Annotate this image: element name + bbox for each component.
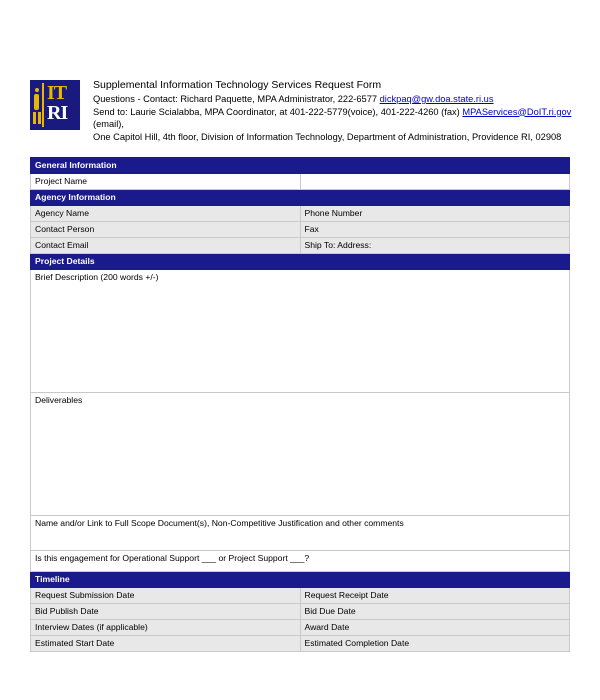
- label-fax: Fax: [300, 222, 570, 238]
- section-header-general-information: [31, 158, 570, 174]
- mpa-services-email-link[interactable]: MPAServices@DoIT.ri.gov: [462, 106, 572, 117]
- logo-bar: [42, 83, 44, 127]
- field-deliverables[interactable]: [31, 393, 570, 516]
- label-contact-person: Contact Person: [31, 222, 301, 238]
- section-header-project-details: [31, 254, 570, 270]
- contact-email-link-admin[interactable]: dickpaq@gw.doa.state.ri.us: [379, 94, 494, 104]
- label-contact-email: Contact Email: [31, 238, 301, 254]
- label-engagement-type: Is this engagement for Operational Support ___ or Project Support ___?: [35, 553, 310, 564]
- document-header: [0, 0, 600, 143]
- section-header-timeline: [31, 572, 570, 588]
- field-brief-description[interactable]: [31, 270, 570, 393]
- doit-ri-logo: [30, 80, 80, 130]
- contact-line-1: [93, 93, 600, 106]
- contact-line-2-text: Send to: Laurie Scialabba, MPA Coordinator, at 401-222-5779(voice), 401-222-4260 (fax): [93, 106, 463, 117]
- label-estimated-completion-date: Estimated Completion Date: [300, 636, 570, 652]
- value-project-name[interactable]: [300, 174, 570, 190]
- row-agency-name: [31, 206, 570, 222]
- row-scope-documents: [31, 516, 570, 551]
- logo-figure-head: [35, 88, 39, 92]
- label-agency-name: Agency Name: [31, 206, 301, 222]
- label-request-submission-date: Request Submission Date: [31, 588, 301, 604]
- form-title: Supplemental Information Technology Services Request Form: [93, 79, 382, 91]
- row-engagement-type: [31, 551, 570, 572]
- label-scope-documents: Name and/or Link to Full Scope Document(s), Non-Competitive Justification and other comments: [35, 518, 404, 529]
- contact-line-3: One Capitol Hill, 4th floor, Division of Information Technology, Department of Administration, Providence RI, 02908: [93, 131, 562, 142]
- field-scope-documents[interactable]: [31, 516, 570, 551]
- logo-text-it: IT: [47, 82, 67, 104]
- label-bid-due-date: Bid Due Date: [300, 604, 570, 620]
- logo-figure-body: [34, 94, 39, 110]
- row-contact-person: [31, 222, 570, 238]
- row-start-completion-dates: [31, 636, 570, 652]
- logo-text-ri: RI: [47, 102, 68, 124]
- contact-line-1-text: Questions - Contact: Richard Paquette, MPA Administrator, 222-6577: [93, 94, 380, 104]
- section-label-general-information: General Information: [31, 158, 570, 174]
- label-deliverables: Deliverables: [35, 395, 83, 406]
- row-submission-receipt-dates: [31, 588, 570, 604]
- section-label-timeline: Timeline: [31, 572, 570, 588]
- logo-figure-leg-right: [38, 112, 41, 124]
- label-interview-dates: Interview Dates (if applicable): [31, 620, 301, 636]
- label-request-receipt-date: Request Receipt Date: [300, 588, 570, 604]
- contact-line-2: [93, 106, 600, 131]
- row-brief-description: [31, 270, 570, 393]
- field-engagement-type[interactable]: [31, 551, 570, 572]
- label-brief-description: Brief Description (200 words +/-): [35, 272, 159, 283]
- label-award-date: Award Date: [300, 620, 570, 636]
- row-bid-dates: [31, 604, 570, 620]
- request-form-table: [30, 157, 570, 652]
- logo-figure-leg-left: [33, 112, 36, 124]
- section-header-agency-information: [31, 190, 570, 206]
- contact-line-2-suffix: (email),: [93, 119, 124, 130]
- label-ship-to-address: Ship To: Address:: [300, 238, 570, 254]
- row-project-name: [31, 174, 570, 190]
- label-phone-number: Phone Number: [300, 206, 570, 222]
- section-label-agency-information: Agency Information: [31, 190, 570, 206]
- row-interview-award-dates: [31, 620, 570, 636]
- row-deliverables: [31, 393, 570, 516]
- row-contact-email: [31, 238, 570, 254]
- header-text-block: [93, 78, 600, 143]
- label-estimated-start-date: Estimated Start Date: [31, 636, 301, 652]
- section-label-project-details: Project Details: [31, 254, 570, 270]
- label-bid-publish-date: Bid Publish Date: [31, 604, 301, 620]
- label-project-name: Project Name: [31, 174, 301, 190]
